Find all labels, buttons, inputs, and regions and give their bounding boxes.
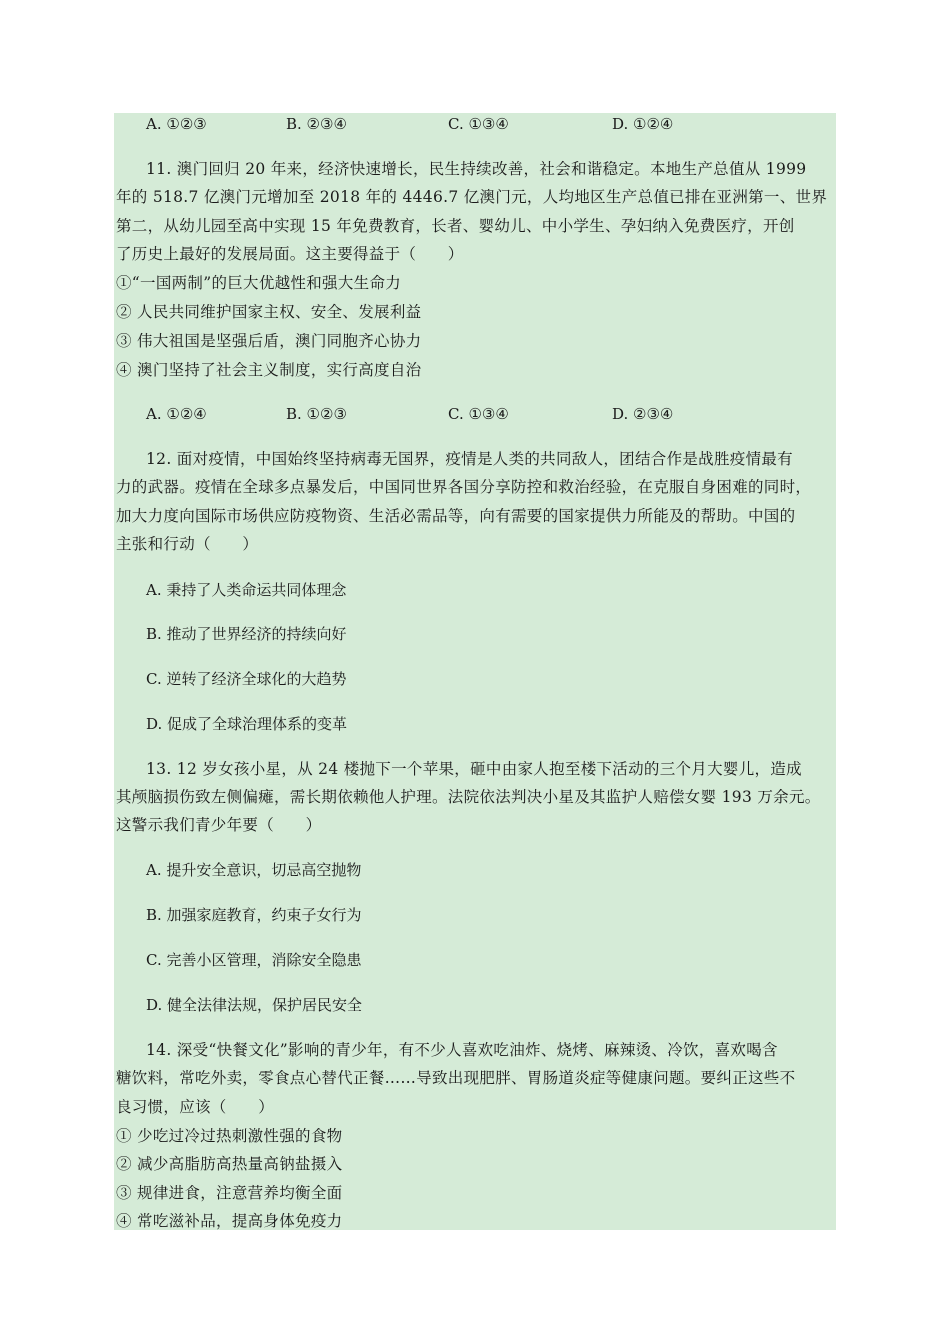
q13-stem-line: 其颅脑损伤致左侧偏瘫，需长期依赖他人护理。法院依法判决小星及其监护人赔偿女婴 193 万余元。 — [116, 788, 821, 806]
q13-stem-line: 13. 12 岁女孩小星，从 24 楼抛下一个苹果，砸中由家人抱至楼下活动的三个月大婴儿，造成 — [146, 760, 802, 778]
q11-option-b: B. ①②③ — [286, 405, 347, 423]
q13-option-a: A. 提升安全意识，切忌高空抛物 — [146, 861, 362, 879]
q11-item: ①“一国两制”的巨大优越性和强大生命力 — [116, 274, 402, 292]
q14-stem-line: 14. 深受“快餐文化”影响的青少年，有不少人喜欢吃油炸、烧烤、麻辣烫、冷饮，喜欢喝含 — [146, 1041, 778, 1059]
q13-stem-line: 这警示我们青少年要（ ） — [116, 816, 322, 834]
q13-option-d: D. 健全法律法规，保护居民安全 — [146, 996, 363, 1014]
q13-option-c: C. 完善小区管理，消除安全隐患 — [146, 951, 362, 969]
q12-stem-line: 主张和行动（ ） — [116, 535, 259, 553]
q11-stem-line: 了历史上最好的发展局面。这主要得益于（ ） — [116, 245, 464, 263]
q12-option-d: D. 促成了全球治理体系的变革 — [146, 715, 348, 733]
top-option-b: B. ②③④ — [286, 115, 347, 133]
q11-item: ③ 伟大祖国是坚强后盾，澳门同胞齐心协力 — [116, 332, 422, 350]
q11-option-d: D. ②③④ — [612, 405, 674, 423]
q11-stem-line: 11. 澳门回归 20 年来，经济快速增长，民生持续改善，社会和谐稳定。本地生产总值从 1999 — [146, 160, 807, 178]
q14-item: ② 减少高脂肪高热量高钠盐摄入 — [116, 1155, 343, 1173]
q14-item: ① 少吃过冷过热刺激性强的食物 — [116, 1127, 343, 1145]
q11-item: ② 人民共同维护国家主权、安全、发展利益 — [116, 303, 422, 321]
q12-option-b: B. 推动了世界经济的持续向好 — [146, 625, 347, 643]
q12-stem-line: 12. 面对疫情，中国始终坚持病毒无国界，疫情是人类的共同敌人，团结合作是战胜疫情最有 — [146, 450, 793, 468]
q12-option-c: C. 逆转了经济全球化的大趋势 — [146, 670, 347, 688]
q11-option-c: C. ①③④ — [448, 405, 509, 423]
q14-item: ④ 常吃滋补品，提高身体免疫力 — [116, 1212, 343, 1230]
q12-option-a: A. 秉持了人类命运共同体理念 — [146, 581, 347, 599]
q14-stem-line: 良习惯，应该（ ） — [116, 1098, 275, 1116]
q12-stem-line: 力的武器。疫情在全球多点暴发后，中国同世界各国分享防控和救治经验，在克服自身困难的同时， — [116, 478, 812, 496]
q11-item: ④ 澳门坚持了社会主义制度，实行高度自治 — [116, 361, 422, 379]
top-option-d: D. ①②④ — [612, 115, 674, 133]
q14-item: ③ 规律进食，注意营养均衡全面 — [116, 1184, 343, 1202]
q11-option-a: A. ①②④ — [146, 405, 207, 423]
q13-option-b: B. 加强家庭教育，约束子女行为 — [146, 906, 362, 924]
q11-stem-line: 年的 518.7 亿澳门元增加至 2018 年的 4446.7 亿澳门元，人均地区生产总值已排在亚洲第一、世界 — [116, 188, 828, 206]
top-option-c: C. ①③④ — [448, 115, 509, 133]
top-option-a: A. ①②③ — [146, 115, 207, 133]
q14-stem-line: 糖饮料，常吃外卖，零食点心替代正餐……导致出现肥胖、胃肠道炎症等健康问题。要纠正这些不 — [116, 1069, 796, 1087]
q11-stem-line: 第二，从幼儿园至高中实现 15 年免费教育，长者、婴幼儿、中小学生、孕妇纳入免费医疗，开创 — [116, 217, 795, 235]
q12-stem-line: 加大力度向国际市场供应防疫物资、生活必需品等，向有需要的国家提供力所能及的帮助。中国的 — [116, 507, 796, 525]
